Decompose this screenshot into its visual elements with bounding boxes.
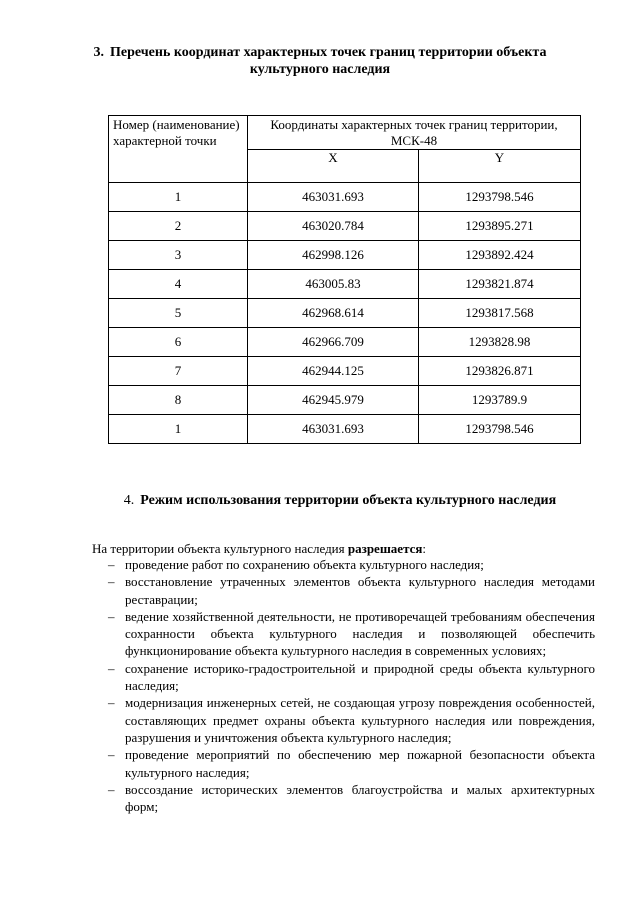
dash-bullet: – [108,660,115,676]
list-item-text: восстановление утраченных элементов объекта культурного наследия методами реставрации; [125,574,595,607]
table-row [109,183,581,212]
header-x: X [248,150,419,183]
dash-bullet: – [108,695,115,711]
table-header-row [109,116,581,150]
point-number-cell: 4 [109,270,248,299]
list-item [108,556,595,573]
table-row [109,212,581,241]
list-item-text: воссоздание исторических элементов благоустройства и малых архитектурных форм; [125,781,595,815]
y-coordinate-cell: 1293798.546 [419,415,581,444]
list-item [108,608,595,660]
list-item [108,660,595,695]
y-coordinate-cell: 1293826.871 [419,357,581,386]
x-coordinate-cell: 463020.784 [248,212,419,241]
x-coordinate-cell: 463005.83 [248,270,419,299]
point-number-cell: 5 [109,299,248,328]
table-row [109,241,581,270]
list-item [108,746,595,781]
y-coordinate-cell: 1293798.546 [419,183,581,212]
intro-text: На территории объекта культурного наследия [92,541,348,556]
dash-bullet: – [108,557,115,572]
x-coordinate-cell: 462945.979 [248,386,419,415]
intro-tail: : [422,541,427,556]
point-number-cell: 2 [109,212,248,241]
y-coordinate-cell: 1293828.98 [419,328,581,357]
dash-bullet: – [108,608,115,624]
x-coordinate-cell: 463031.693 [248,415,419,444]
section-4-heading [60,492,620,509]
section-4-number: 4. [123,493,135,508]
list-item [108,694,595,746]
table-row [109,328,581,357]
list-item-text: сохранение историко-градостроительной и природной среды объекта культурного наследия; [125,660,595,694]
table-row [109,386,581,415]
list-item-text: проведение работ по сохранению объекта культурного наследия; [125,557,484,572]
x-coordinate-cell: 463031.693 [248,183,419,212]
section-3-title: Перечень координат характерных точек границ территории объекта культурного наследия [110,45,547,77]
x-coordinate-cell: 462966.709 [248,328,419,357]
dash-bullet: – [108,747,115,763]
point-number-cell: 6 [109,328,248,357]
point-number-cell: 3 [109,241,248,270]
allowed-activities-list [108,556,595,815]
dash-bullet: – [108,574,115,590]
header-y: Y [419,150,581,183]
x-coordinate-cell: 462944.125 [248,357,419,386]
section-4-title: Режим использования территории объекта культурного наследия [140,493,557,508]
coordinates-table [108,115,581,444]
intro-bold: разрешается [347,541,423,556]
x-coordinate-cell: 462968.614 [248,299,419,328]
header-point-number: Номер (наименование) характерной точки [109,116,248,183]
list-item-text: модернизация инженерных сетей, не создающая угрозу повреждения особенностей, составляющих предмет охраны объекта культурного наследия или повреждения, разрушения и уничтожения объекта культурного наследия; [125,695,595,745]
point-number-cell: 7 [109,357,248,386]
y-coordinate-cell: 1293817.568 [419,299,581,328]
point-number-cell: 1 [109,415,248,444]
table-body [109,183,581,444]
list-item [108,781,595,816]
point-number-cell: 1 [109,183,248,212]
table-row [109,270,581,299]
table-row [109,357,581,386]
x-coordinate-cell: 462998.126 [248,241,419,270]
table-row [109,299,581,328]
intro-paragraph [92,540,592,557]
table-row [109,415,581,444]
header-coordinates: Координаты характерных точек границ территории, МСК-48 [248,116,581,150]
list-item [108,573,595,608]
section-3-number: 3. [93,45,105,60]
point-number-cell: 8 [109,386,248,415]
y-coordinate-cell: 1293821.874 [419,270,581,299]
dash-bullet: – [108,781,115,797]
list-item-text: проведение мероприятий по обеспечению мер пожарной безопасности объекта культурного наследия; [125,747,595,780]
y-coordinate-cell: 1293895.271 [419,212,581,241]
y-coordinate-cell: 1293892.424 [419,241,581,270]
list-item-text: ведение хозяйственной деятельности, не противоречащей требованиям обеспечения сохранности объекта культурного наследия и позволяющей обеспечить функционирование объекта культурного наследия в современных условиях; [125,608,595,659]
section-3-heading [60,44,580,78]
y-coordinate-cell: 1293789.9 [419,386,581,415]
